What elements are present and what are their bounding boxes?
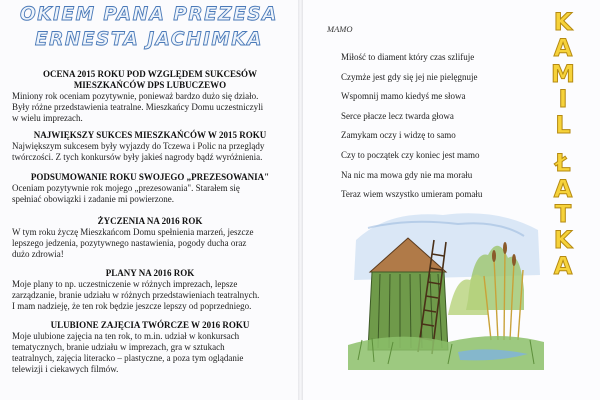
section-heading: ŻYCZENIA NA 2016 ROK bbox=[97, 216, 203, 226]
poem-line: Zamykam oczy i widzę to samo bbox=[341, 130, 456, 141]
title-letter: I bbox=[558, 85, 568, 114]
section-body-line: Miniony rok oceniam pozytywnie, ponieważ bardzo dużo się działo. bbox=[12, 91, 259, 101]
poem-line: Serce płacze lecz twarda głowa bbox=[341, 110, 454, 121]
section-body-line: I mam nadzieję, że ten rok będzie jeszcze lepszy od poprzedniego. bbox=[12, 301, 252, 311]
section-podsumowanie bbox=[12, 172, 288, 205]
title-letter: A bbox=[553, 33, 573, 62]
section-body-line: zarządzanie, branie udziału w różnych przedstawieniach teatralnych. bbox=[12, 290, 260, 300]
section-najwiekszy-sukces bbox=[12, 130, 288, 163]
section-body-line: teatralnych, zajęcia literacko – plastyczne, a poza tym oglądanie bbox=[12, 353, 244, 363]
section-body-line: w wielu imprezach. bbox=[12, 113, 83, 123]
vertical-author-name bbox=[541, 10, 585, 278]
section-ulubione-zajecia bbox=[12, 320, 288, 375]
section-body-line: Największym sukcesem były wyjazdy do Tczewa i Polic na przeglądy bbox=[12, 141, 265, 151]
title-letter: M bbox=[551, 59, 575, 88]
section-body-line: tematycznych, branie udziału w imprezach, gra w sztukach bbox=[12, 342, 225, 352]
poem-line: Teraz wiem wszystko umieram pomału bbox=[341, 189, 483, 200]
section-plany-2016 bbox=[12, 268, 288, 312]
section-body-line: Moje ulubione zajęcia na ten rok, to m.in. udział w konkursach bbox=[12, 331, 240, 341]
section-body-line: spełniać obowiązki i zadanie mi powierzone. bbox=[12, 194, 174, 204]
section-body-line: Oceniam pozytywnie rok mojego „prezesowania". Starałem się bbox=[12, 183, 240, 193]
section-heading: PODSUMOWANIE ROKU SWOJEGO „PREZESOWANIA" bbox=[30, 172, 270, 182]
section-heading: OCENA 2015 ROKU POD WZGLĘDEM SUKCESÓW bbox=[42, 69, 258, 79]
section-body-line: lepszego jedzenia, pozytywnego nastawienia, pogody ducha oraz bbox=[12, 238, 247, 248]
poem-line: Na nic ma mowa gdy nie ma morału bbox=[341, 169, 473, 180]
section-zyczenia-2016 bbox=[12, 216, 288, 260]
section-body-line: dużo zdrowia! bbox=[12, 249, 64, 259]
title-letter: A bbox=[553, 174, 573, 203]
title-letter: L bbox=[555, 111, 571, 140]
poem-line: Miłość to diament który czas szlifuje bbox=[341, 52, 475, 62]
section-body-line: Były różne przedstawienia teatralne. Mieszkańcy Domu uczestniczyli bbox=[12, 102, 264, 112]
poem-line: Czymże jest gdy się jej nie pielęgnuje bbox=[341, 71, 478, 82]
title-letter: A bbox=[553, 251, 573, 280]
banner-line-1: OKIEM PANA PREZESA bbox=[20, 4, 278, 25]
poem-line: Czy to początek czy koniec jest mamo bbox=[341, 149, 480, 160]
section-heading: MIESZKAŃCÓW DPS LUBUCZEWO bbox=[73, 80, 227, 90]
section-body-line: W tym roku życzę Mieszkańcom Domu spełnienia marzeń, jeszcze bbox=[12, 227, 254, 237]
hut-landscape-drawing bbox=[348, 180, 544, 370]
poem-title: MAMO bbox=[327, 24, 353, 34]
section-body-line: twórczości. Z tych konkursów były jakieś nagrody bądź wyróżnienia. bbox=[12, 152, 263, 162]
section-heading: PLANY NA 2016 ROK bbox=[105, 268, 195, 278]
banner-line-2: ERNESTA JACHIMKA bbox=[35, 29, 263, 50]
title-letter: T bbox=[554, 200, 572, 229]
section-body-line: telewizji i ciekawych filmów. bbox=[12, 364, 119, 374]
section-heading: NAJWIĘKSZY SUKCES MIESZKAŃCÓW W 2015 ROKU bbox=[33, 130, 267, 140]
poem-line: Wspomnij mamo kiedyś me słowa bbox=[341, 91, 466, 102]
title-letter: K bbox=[553, 8, 573, 36]
title-letter: K bbox=[553, 226, 573, 255]
left-page bbox=[0, 0, 298, 400]
section-body-line: Moje plany to np. uczestniczenie w różnych imprezach, lepsze bbox=[12, 279, 238, 289]
section-ocena-2015 bbox=[12, 69, 288, 124]
title-letter: Ł bbox=[555, 148, 571, 177]
section-heading: ULUBIONE ZAJĘCIA TWÓRCZE W 2016 ROKU bbox=[50, 320, 250, 330]
